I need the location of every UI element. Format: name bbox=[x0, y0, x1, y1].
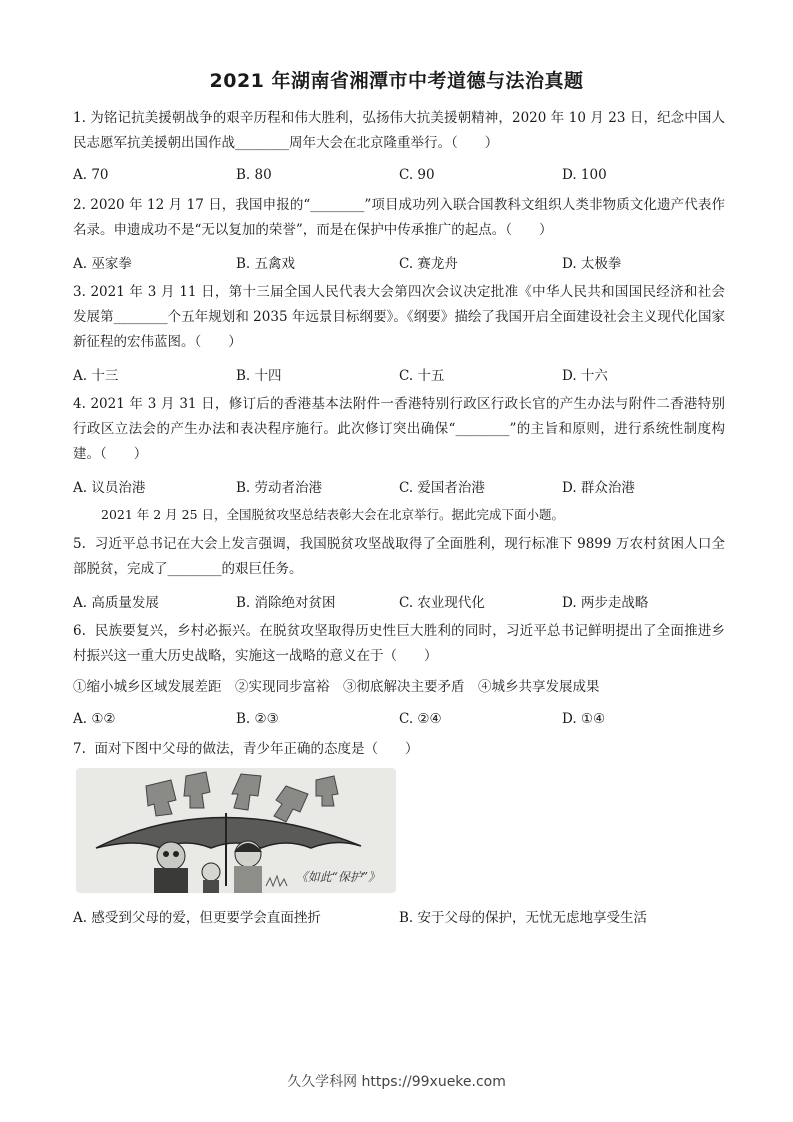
option-b: B. 十四 bbox=[236, 367, 282, 384]
question-2: 2. 2020 年 12 月 17 日，我国申报的“________”项目成功列入联合国教科文组织人类非物质文化遗产代表作名录。申遗成功不是“无以复加的荣誉”，而是在保护中传承推广的起点。（ ） bbox=[73, 197, 725, 238]
option-d: D. 群众治港 bbox=[562, 479, 635, 496]
option-c: C. 十五 bbox=[399, 367, 445, 384]
option-d: D. 100 bbox=[562, 166, 607, 183]
question-1: 1. 为铭记抗美援朝战争的艰辛历程和伟大胜利，弘扬伟大抗美援朝精神，2020 年 10 月 23 日，纪念中国人民志愿军抗美援朝出国作战________周年大会在北京隆重举行。（ ） bbox=[73, 110, 725, 151]
option-b: B. 五禽戏 bbox=[236, 255, 296, 272]
question-list bbox=[73, 106, 725, 934]
option-b: B. 安于父母的保护，无忧无虑地享受生活 bbox=[399, 909, 648, 926]
option-a: A. ①② bbox=[73, 710, 116, 727]
option-b: B. ②③ bbox=[236, 710, 279, 727]
option-a: A. 高质量发展 bbox=[73, 594, 159, 611]
question-7-options bbox=[73, 903, 725, 928]
option-a: A. 70 bbox=[73, 166, 109, 183]
question-5-options bbox=[73, 588, 725, 613]
option-d: D. 十六 bbox=[562, 367, 608, 384]
option-a: A. 感受到父母的爱，但更要学会直面挫折 bbox=[73, 909, 321, 926]
option-c: C. 农业现代化 bbox=[399, 594, 485, 611]
option-a: A. 巫家拳 bbox=[73, 255, 132, 272]
option-c: C. ②④ bbox=[399, 710, 442, 727]
figure-caption: 《如此“保护”》 bbox=[295, 870, 380, 884]
option-c: C. 爱国者治港 bbox=[399, 479, 485, 496]
question-1-options bbox=[73, 162, 725, 187]
question-2-options bbox=[73, 249, 725, 274]
option-c: C. 90 bbox=[399, 166, 435, 183]
option-b: B. 消除绝对贫困 bbox=[236, 594, 336, 611]
option-d: D. 两步走战略 bbox=[562, 594, 649, 611]
question-7: 7. 面对下图中父母的做法，青少年正确的态度是（ ） bbox=[73, 741, 419, 757]
option-d: D. ①④ bbox=[562, 710, 606, 727]
page-title: 2021 年湖南省湘潭市中考道德与法治真题 bbox=[209, 70, 584, 92]
option-c: C. 赛龙舟 bbox=[399, 255, 458, 272]
material-intro: 2021 年 2 月 25 日，全国脱贫攻坚总结表彰大会在北京举行。据此完成下面小题。 bbox=[101, 507, 565, 522]
footer-watermark: 久久学科网 https://99xueke.com bbox=[287, 1074, 506, 1090]
option-a: A. 十三 bbox=[73, 367, 119, 384]
question-4-options bbox=[73, 473, 725, 498]
question-6-statements: ①缩小城乡区域发展差距 ②实现同步富裕 ③彻底解决主要矛盾 ④城乡共享发展成果 bbox=[73, 679, 600, 695]
option-b: B. 80 bbox=[236, 166, 272, 183]
question-4: 4. 2021 年 3 月 31 日，修订后的香港基本法附件一香港特别行政区行政长官的产生办法与附件二香港特别行政区立法会的产生办法和表决程序施行。此次修订突出确保“________”的主旨和原则，进行系统性制度构建。（ ） bbox=[73, 396, 725, 462]
option-b: B. 劳动者治港 bbox=[236, 479, 323, 496]
question-3: 3. 2021 年 3 月 11 日，第十三届全国人民代表大会第四次会议决定批准《中华人民共和国国民经济和社会发展第________个五年规划和 2035 年远景目标纲要》。《纲要》描绘了我国开启全面建设社会主义现代化国家新征程的宏伟蓝图。（ ） bbox=[73, 284, 725, 350]
question-6-options bbox=[73, 706, 725, 731]
cartoon-figure bbox=[76, 768, 396, 893]
option-d: D. 太极拳 bbox=[562, 255, 622, 272]
option-a: A. 议员治港 bbox=[73, 479, 146, 496]
question-3-options bbox=[73, 361, 725, 386]
question-5: 5. 习近平总书记在大会上发言强调，我国脱贫攻坚战取得了全面胜利，现行标准下 9899 万农村贫困人口全部脱贫，完成了________的艰巨任务。 bbox=[73, 536, 725, 577]
question-6: 6. 民族要复兴，乡村必振兴。在脱贫攻坚取得历史性巨大胜利的同时，习近平总书记鲜明提出了全面推进乡村振兴这一重大历史战略，实施这一战略的意义在于（ ） bbox=[73, 623, 725, 664]
